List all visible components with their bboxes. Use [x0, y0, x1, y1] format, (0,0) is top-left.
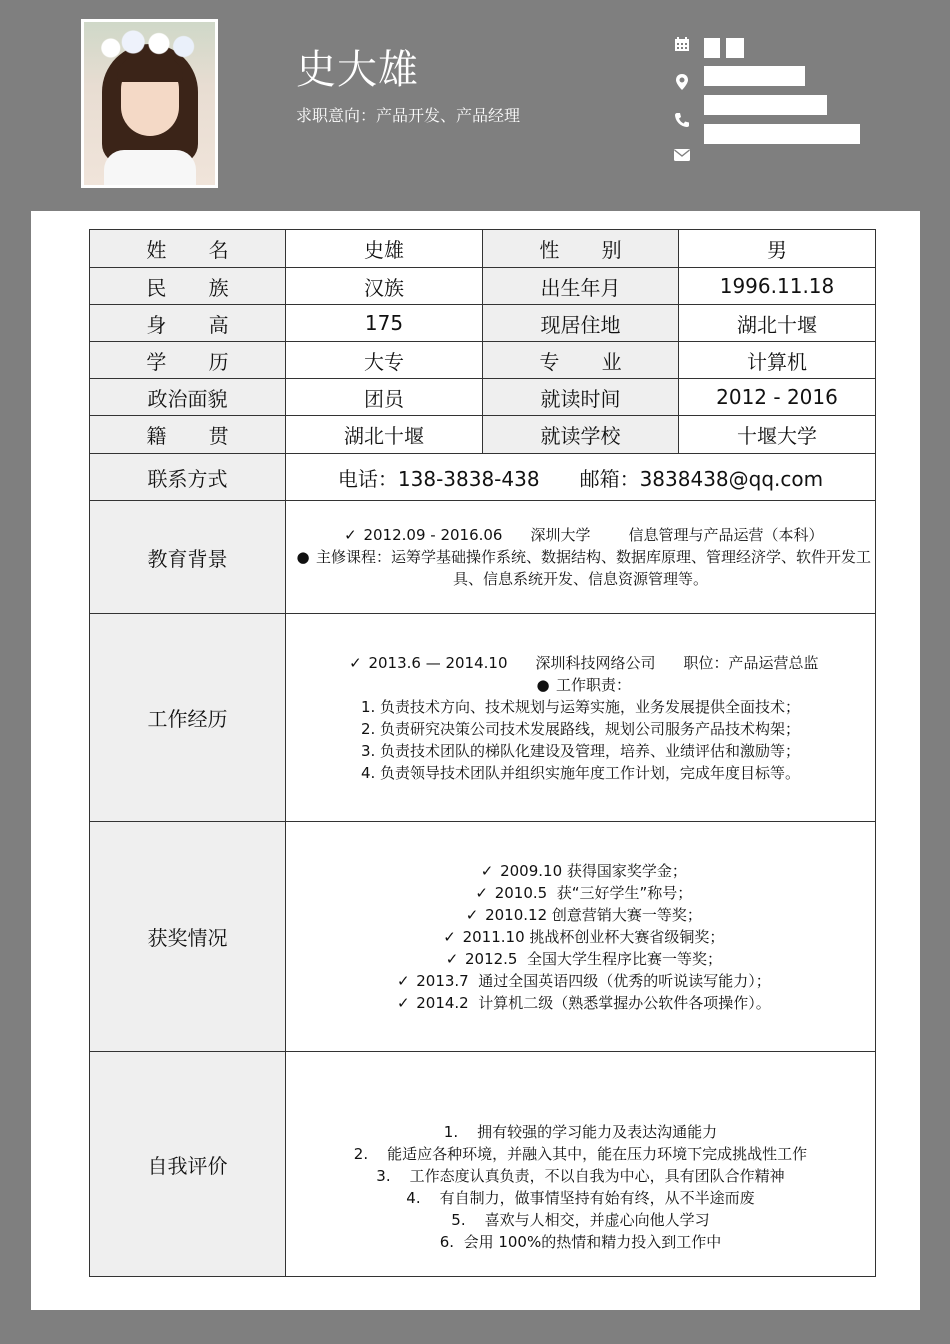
contact-label: 联系方式: [90, 454, 286, 501]
table-row: [90, 305, 876, 342]
list-item: 3. 负责技术团队的梯队化建设及管理，培养、业绩评估和激励等；: [360, 741, 801, 760]
checkmark-icon: ✓: [344, 526, 357, 544]
education-courses: ● 主修课程：运筹学基础操作系统、数据结构、数据库原理、管理经济学、软件开发工具、信息系统开发、信息资源管理等。: [286, 546, 875, 590]
education-major: 信息管理与产品运营（本科）: [628, 526, 824, 544]
list-item: 2. 负责研究决策公司技术发展路线，规划公司服务产品技术构架；: [360, 719, 801, 738]
period-value: 2012 - 2016: [679, 379, 876, 416]
table-row: [90, 379, 876, 416]
table-row: [90, 454, 876, 501]
location-pin-icon: [673, 73, 691, 91]
work-content: [286, 614, 876, 822]
profile-photo: [81, 19, 218, 188]
height-value: 175: [286, 305, 483, 342]
politics-value: 团员: [286, 379, 483, 416]
work-duties-title: ● 工作职责：: [286, 674, 875, 696]
table-row: [90, 614, 876, 822]
checkmark-icon: ✓: [396, 971, 410, 990]
table-row: [90, 416, 876, 454]
bullet-icon: ●: [536, 675, 550, 694]
birth-value: 1996.11.18: [679, 268, 876, 305]
gender-label: 性 别: [483, 230, 679, 268]
list-item: 1. 拥有较强的学习能力及表达沟通能力: [443, 1122, 718, 1141]
list-item: ✓ 2010.5 获“三好学生”称号；: [286, 882, 875, 904]
phone-icon: [673, 112, 691, 130]
portrait-image: [84, 22, 215, 185]
education-content: [286, 501, 876, 614]
checkmark-icon: ✓: [349, 653, 362, 672]
list-item: 4. 有自制力，做事情坚持有始有终，从不半途而废: [406, 1188, 755, 1207]
period-label: 就读时间: [483, 379, 679, 416]
work-company: 深圳科技网络公司: [535, 653, 656, 672]
major-label: 专 业: [483, 342, 679, 379]
table-row: [90, 501, 876, 614]
education-date: 2012.09 - 2016.06: [363, 526, 503, 544]
list-item: ✓ 2010.12 创意营销大赛一等奖；: [286, 904, 875, 926]
origin-label: 籍 贯: [90, 416, 286, 454]
redacted-phone: [704, 95, 827, 115]
list-item: 5. 喜欢与人相交，并虚心向他人学习: [451, 1210, 710, 1229]
checkmark-icon: ✓: [465, 905, 479, 924]
list-item: ✓ 2012.5 全国大学生程序比赛一等奖；: [286, 948, 875, 970]
list-item: ✓ 2011.10 挑战杯创业杯大赛省级铜奖；: [286, 926, 875, 948]
candidate-name: 史大雄: [296, 47, 419, 93]
work-position: 职位：产品运营总监: [683, 653, 819, 672]
school-value: 十堰大学: [679, 416, 876, 454]
bullet-icon: ●: [296, 548, 310, 566]
list-item: ✓ 2014.2 计算机二级（熟悉掌握办公软件各项操作）。: [286, 992, 875, 1014]
awards-label: 获奖情况: [90, 822, 286, 1052]
resume-table: [89, 229, 876, 1277]
table-row: [90, 342, 876, 379]
education-school: 深圳大学: [530, 526, 591, 544]
list-item: 6. 会用 100%的热情和精力投入到工作中: [439, 1232, 722, 1251]
checkmark-icon: ✓: [475, 883, 488, 902]
checkmark-icon: ✓: [480, 861, 494, 880]
origin-value: 湖北十堰: [286, 416, 483, 454]
ethnic-label: 民 族: [90, 268, 286, 305]
redacted-address: [704, 66, 805, 86]
list-item: ✓ 2009.10 获得国家奖学金；: [286, 860, 875, 882]
redacted-birthdate-part: [726, 38, 744, 58]
redacted-birthdate-part: [704, 38, 720, 58]
name-value: 史雄: [286, 230, 483, 268]
work-label: 工作经历: [90, 614, 286, 822]
self-eval-content: [286, 1052, 876, 1277]
list-item: 2. 能适应各种环境，并融入其中，能在压力环境下完成挑战性工作: [353, 1144, 808, 1163]
mail-icon: [673, 148, 691, 166]
education-label: 教育背景: [90, 501, 286, 614]
awards-content: [286, 822, 876, 1052]
birth-label: 出生年月: [483, 268, 679, 305]
height-label: 身 高: [90, 305, 286, 342]
school-label: 就读学校: [483, 416, 679, 454]
major-value: 计算机: [679, 342, 876, 379]
redacted-email: [704, 124, 860, 144]
list-item: 4. 负责领导技术团队并组织实施年度工作计划，完成年度目标等。: [360, 763, 801, 782]
table-row: [90, 1052, 876, 1277]
contact-value: 电话：138-3838-438 邮箱：3838438@qq.com: [286, 454, 876, 501]
politics-label: 政治面貌: [90, 379, 286, 416]
degree-label: 学 历: [90, 342, 286, 379]
calendar-icon: [673, 36, 691, 54]
list-item: 3. 工作态度认真负责，不以自我为中心，具有团队合作精神: [376, 1166, 785, 1185]
education-entry: [286, 524, 875, 546]
checkmark-icon: ✓: [443, 927, 456, 946]
degree-value: 大专: [286, 342, 483, 379]
list-item: ✓ 2013.7 通过全国英语四级（优秀的听说读写能力）；: [286, 970, 875, 992]
ethnic-value: 汉族: [286, 268, 483, 305]
residence-label: 现居住地: [483, 305, 679, 342]
list-item: 1. 负责技术方向、技术规划与运筹实施，业务发展提供全面技术；: [360, 697, 801, 716]
work-date: 2013.6 — 2014.10: [368, 653, 508, 672]
checkmark-icon: ✓: [445, 949, 459, 968]
table-row: [90, 230, 876, 268]
self-eval-label: 自我评价: [90, 1052, 286, 1277]
table-row: [90, 822, 876, 1052]
work-entry: [286, 652, 875, 674]
table-row: [90, 268, 876, 305]
residence-value: 湖北十堰: [679, 305, 876, 342]
gender-value: 男: [679, 230, 876, 268]
job-intent: 求职意向：产品开发、产品经理: [296, 106, 521, 125]
resume-sheet: [31, 211, 920, 1310]
checkmark-icon: ✓: [396, 993, 410, 1012]
name-label: 姓 名: [90, 230, 286, 268]
